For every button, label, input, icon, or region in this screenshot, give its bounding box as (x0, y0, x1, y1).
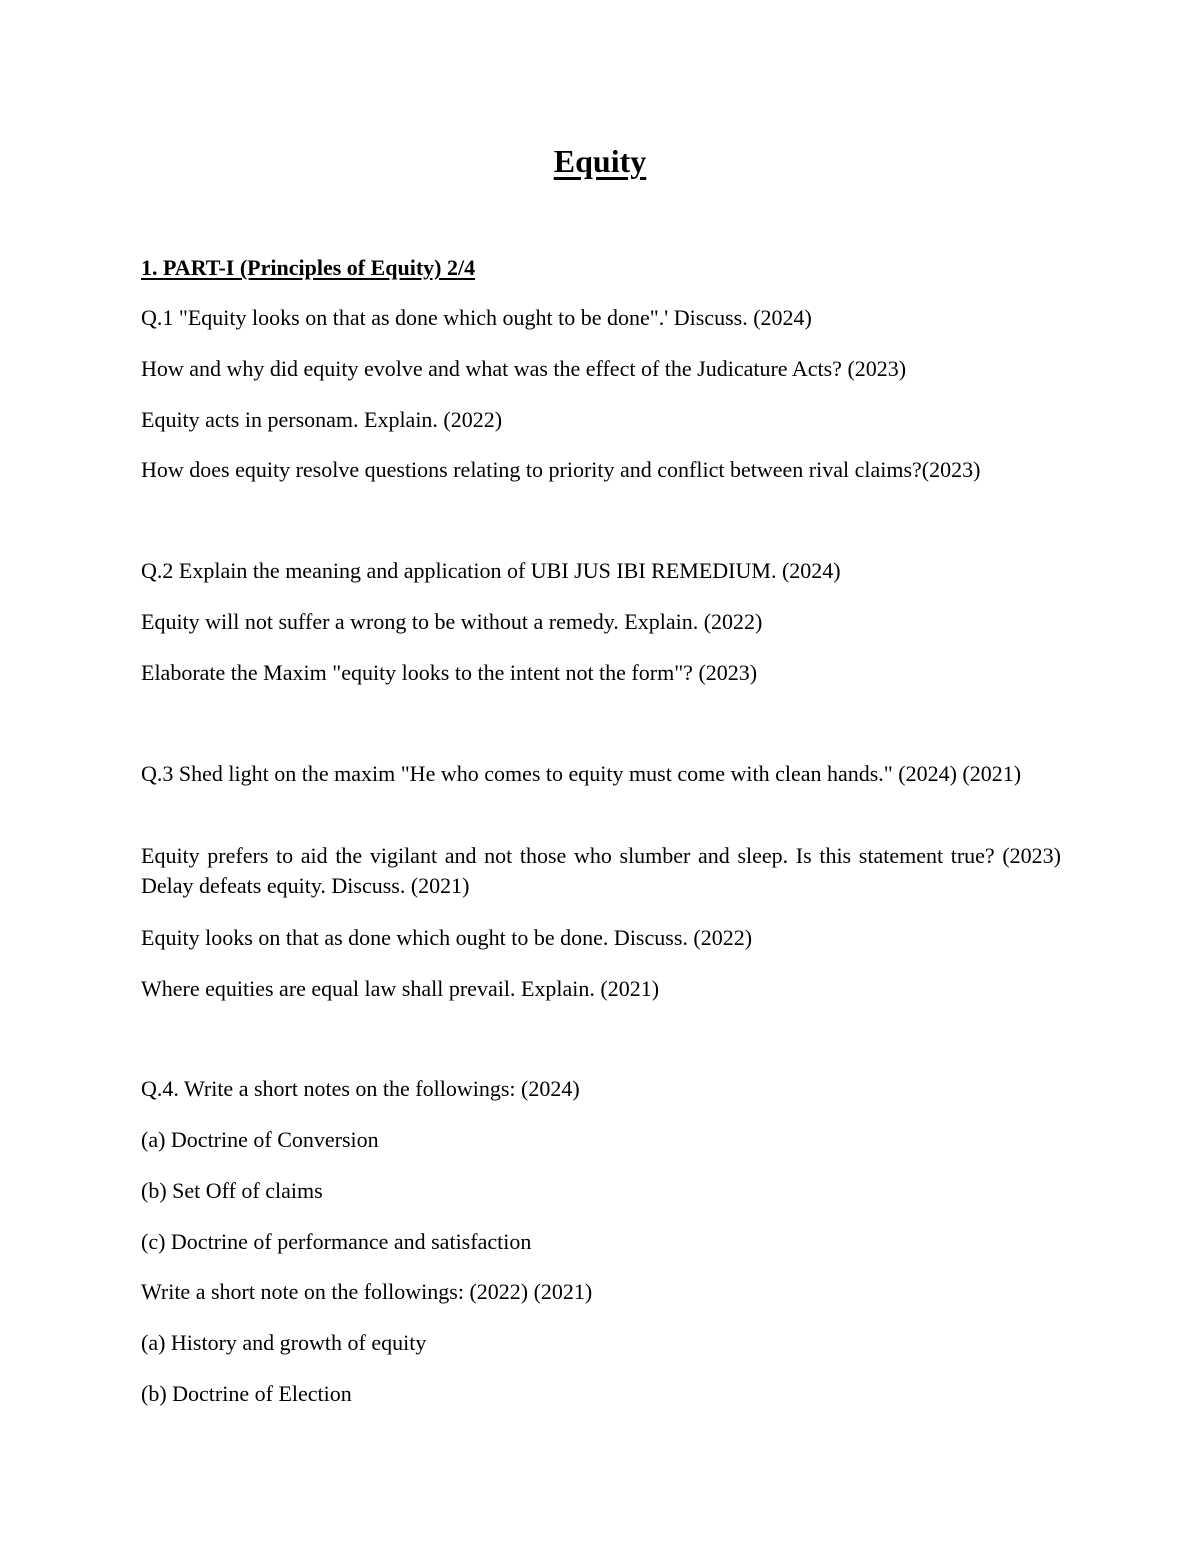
q2-question: Q.2 Explain the meaning and application of UBI JUS IBI REMEDIUM. (2024) (141, 558, 841, 583)
q4-item: (a) History and growth of equity (141, 1330, 427, 1355)
page-title: Equity (553, 143, 647, 179)
q4-item: (b) Doctrine of Election (141, 1381, 352, 1406)
q3-variant: Equity looks on that as done which ought to be done. Discuss. (2022) (141, 925, 753, 950)
q1-variant: How does equity resolve questions relating to priority and conflict between rival claims?(2023) (141, 457, 981, 482)
q3-question: Q.3 Shed light on the maxim "He who comes to equity must come with clean hands." (2024) (2021) (141, 761, 1022, 786)
q3-variant: Where equities are equal law shall prevail. Explain. (2021) (141, 976, 660, 1001)
section-heading: 1. PART-I (Principles of Equity) 2/4 (141, 255, 476, 280)
q4-question: Q.4. Write a short notes on the followings: (2024) (141, 1076, 580, 1101)
q4-item: (c) Doctrine of performance and satisfaction (141, 1229, 532, 1254)
q3-variant: Equity prefers to aid the vigilant and not those who slumber and sleep. Is this statement true? (2023) Delay defeats equity. Discuss. (2021) (141, 843, 1061, 898)
q2-variant: Equity will not suffer a wrong to be without a remedy. Explain. (2022) (141, 609, 763, 634)
q1-question: Q.1 "Equity looks on that as done which ought to be done".' Discuss. (2024) (141, 305, 812, 330)
q1-variant: Equity acts in personam. Explain. (2022) (141, 407, 503, 432)
q1-variant: How and why did equity evolve and what was the effect of the Judicature Acts? (2023) (141, 356, 907, 381)
q4-variant: Write a short note on the followings: (2022) (2021) (141, 1279, 593, 1304)
q4-item: (a) Doctrine of Conversion (141, 1127, 379, 1152)
q4-item: (b) Set Off of claims (141, 1178, 323, 1203)
q2-variant: Elaborate the Maxim "equity looks to the intent not the form"? (2023) (141, 660, 758, 685)
